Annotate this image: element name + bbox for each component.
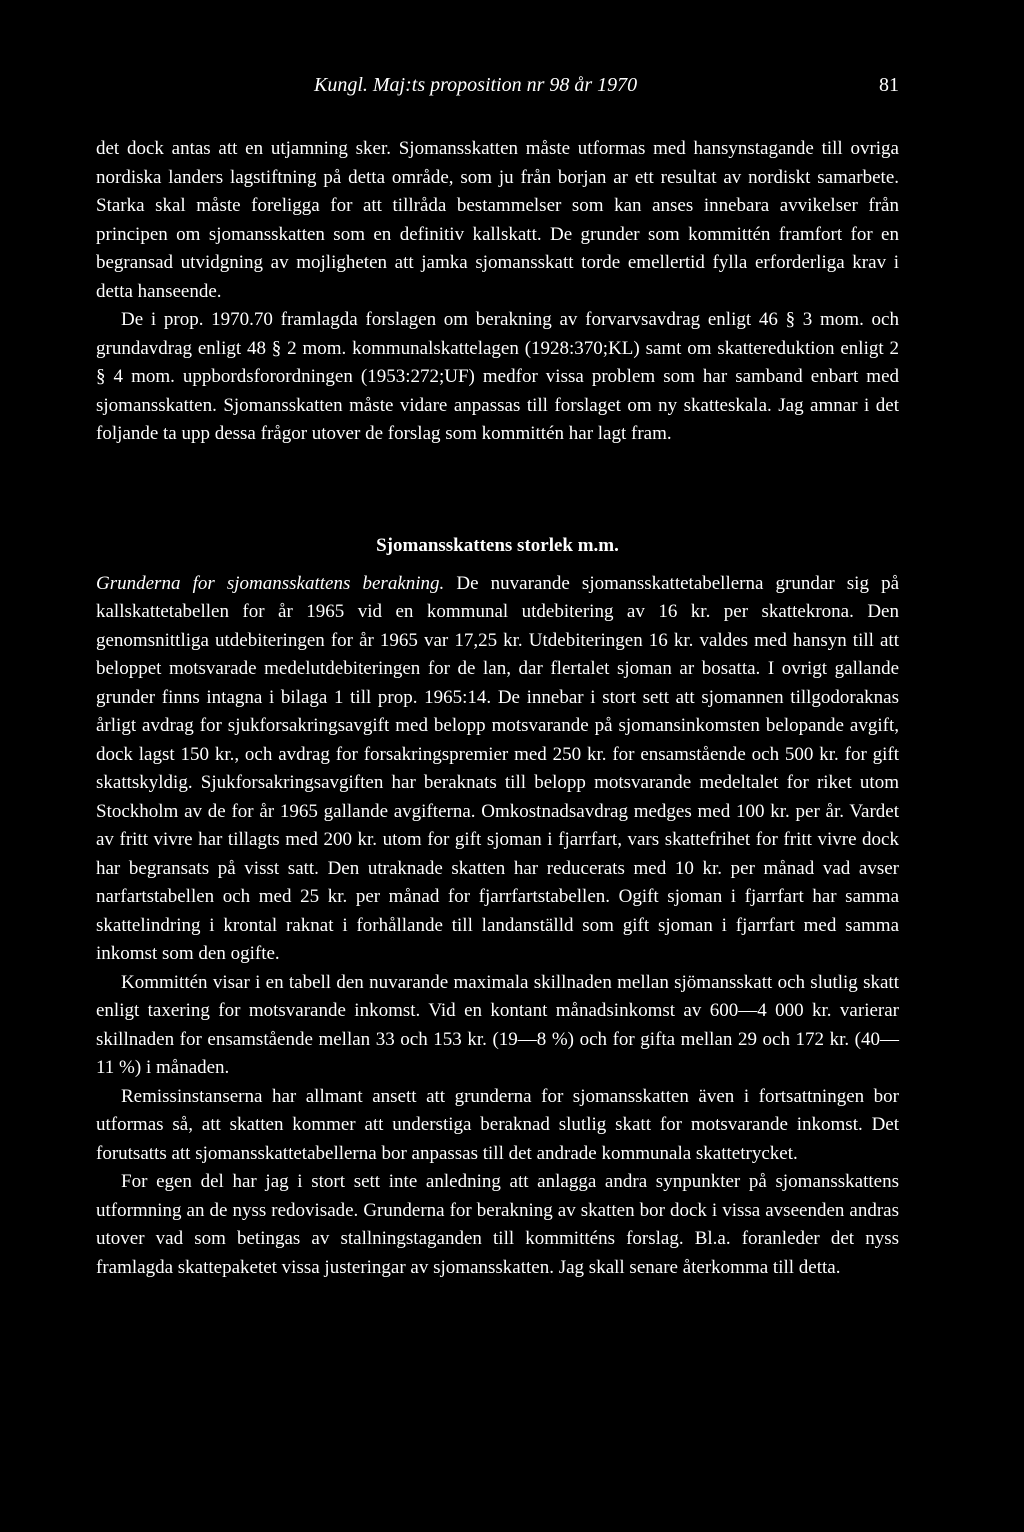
running-header: [96, 70, 899, 104]
body-paragraph: Remissinstanserna har allmant ansett att grunderna for sjomansskatten även i fortsattningen bor utformas så, att skatten kommer att understiga beraknad slutlig skatt for motsvarande inkomst. Det forutsatts att sjomansskattetabellerna bor anpassas till det andrade kommunala skattetrycket.: [96, 1085, 899, 1164]
paragraph-lead-in: Grunderna for sjomansskattens berakning.: [96, 572, 445, 594]
section-first-paragraph: [96, 570, 899, 969]
page-number: 81: [879, 74, 899, 96]
body-paragraph: det dock antas att en utjamning sker. Sjomansskatten måste utformas med hansynstagande till ovriga nordiska landers lagstiftning på detta område, som ju från borjan ar ett resultat av nordiskt samarbete. Starka skal måste foreligga for att tillråda bestammelser som kan anses innebara avvikelser från principen om sjomansskatten som en definitiv kallskatt. De grunder som kommittén framfort for en begransad utvidgning av mojligheten att jamka sjomansskatt torde emellertid fylla erforderliga krav i detta hanseende.: [96, 138, 899, 302]
document-page: [96, 70, 899, 1282]
running-title: Kungl. Maj:ts proposition nr 98 år 1970: [314, 74, 638, 96]
paragraph-text: De nuvarande sjomansskattetabellerna grundar sig på kallskattetabellen for år 1965 vid en kommunal utdebitering av 16 kr. per skattekrona. Den genomsnittliga utdebiteringen for år 1965 var 17,25 kr. Utdebiteringen 16 kr. valdes med hansyn till att beloppet motsvarade medelutdebiteringen for de lan, dar flertalet sjoman ar bosatta. I ovrigt gallande grunder finns intagna i bilaga 1 till prop. 1965:14. De innebar i stort sett att sjomannen tillgodoraknas årligt avdrag for sjukforsakringsavgift med belopp motsvarande på sjomansinkomsten belopande avgift, dock lagst 150 kr., och avdrag for forsakringspremier med 250 kr. for ensamstående och 500 kr. for gift skattskyldig. Sjukforsakringsavgiften har beraknats till belopp motsvarande medeltalet for riket utom Stockholm av de for år 1965 gallande avgifterna. Omkostnadsavdrag medges med 100 kr. per år. Vardet av fritt vivre har tillagts med 200 kr. utom for gift sjoman i fjarrfart, vars skattefrihet for fritt vivre dock har begransats på visst satt. Den utraknade skatten har reducerats med 10 kr. per månad vad avser narfartstabellen och med 25 kr. per månad for fjarrfartstabellen. Ogift sjoman i fjarrfart har samma skattelindring i krontal raknat i forhållande till landanställd som gift sjoman i fjarrfart med samma inkomst som den ogifte.: [96, 572, 899, 964]
section-heading: Sjomansskattens storlek m.m.: [376, 534, 619, 556]
body-paragraph: Kommittén visar i en tabell den nuvarande maximala skillnaden mellan sjömansskatt och slutlig skatt enligt taxering for motsvarande inkomst. Vid en kontant månadsinkomst av 600—4 000 kr. varierar skillnaden for ensamstående mellan 33 och 153 kr. (19—8 %) och for gifta mellan 29 och 172 kr. (40—11 %) i månaden.: [96, 971, 899, 1078]
body-paragraph: For egen del har jag i stort sett inte anledning att anlagga andra synpunkter på sjomansskattens utformning an de nyss redovisade. Grunderna for berakning av skatten bor dock i vissa avseenden andras utover vad som betingas av stallningstaganden till kommitténs forslag. Bl.a. foranleder det nyss framlagda skattepaketet vissa justeringar av sjomansskatten. Jag skall senare återkomma till detta.: [96, 1171, 899, 1278]
body-paragraph: De i prop. 1970.70 framlagda forslagen om berakning av forvarvsavdrag enligt 46 § 3 mom. och grundavdrag enligt 48 § 2 mom. kommunalskattelagen (1928:370;KL) samt om skattereduktion enligt 2 § 4 mom. uppbordsforordningen (1953:272;UF) medfor vissa problem som har samband enbart med sjomansskatten. Sjomansskatten måste vidare anpassas till forslaget om ny skatteskala. Jag amnar i det foljande ta upp dessa frågor utover de forslag som kommittén har lagt fram.: [96, 309, 899, 444]
